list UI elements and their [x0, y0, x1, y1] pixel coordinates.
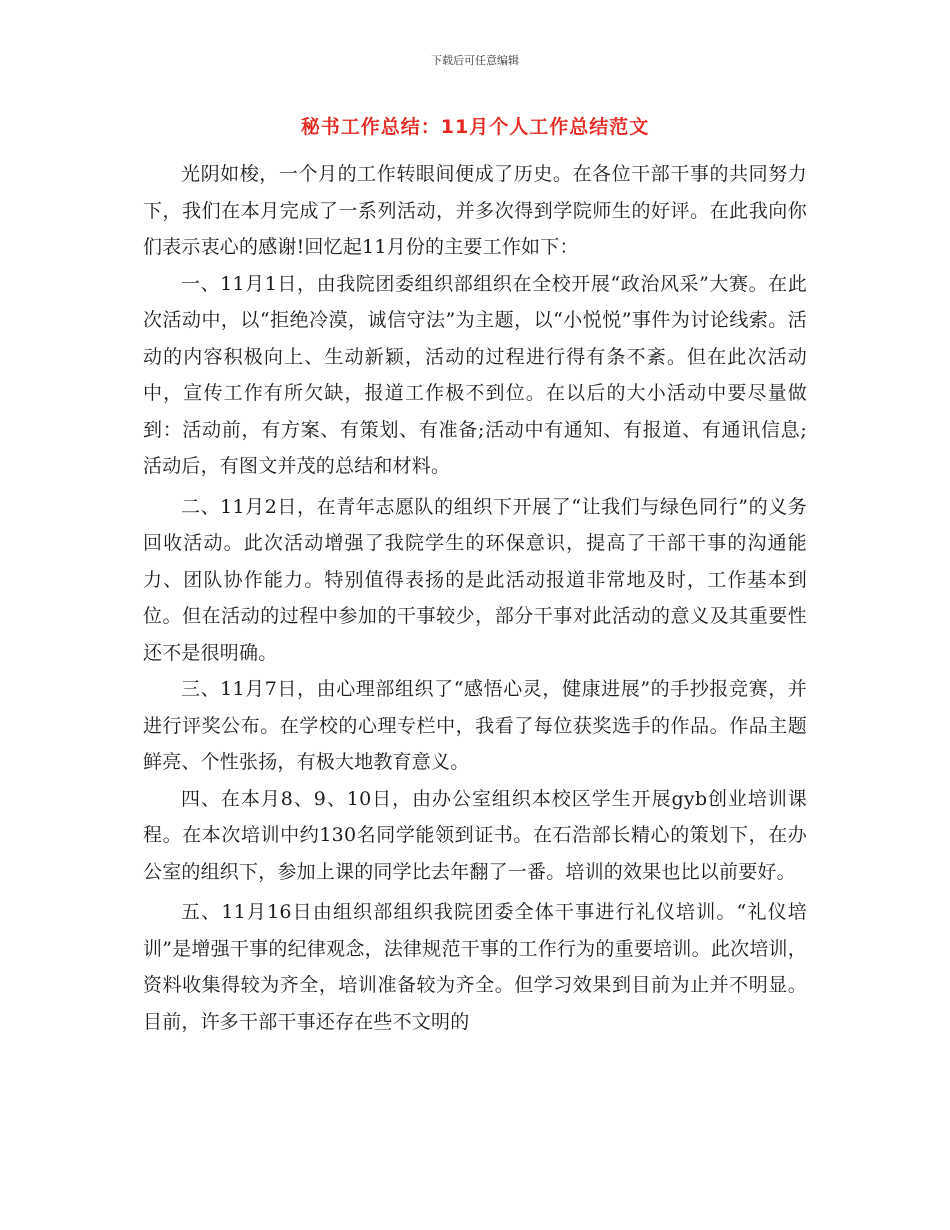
header-note: 下载后可任意编辑: [431, 54, 519, 67]
paragraph-item-4: 四、在本月8、9、10日，由办公室组织本校区学生开展gyb创业培训课程。在本次培训中约130名同学能领到证书。在石浩部长精心的策划下，在办公室的组织下，参加上课的同学比去年翻了一番。培训的效果也比以前要好。: [143, 787, 807, 883]
paragraph-intro: 光阴如梭，一个月的工作转眼间便成了历史。在各位干部干事的共同努力下，我们在本月完成了一系列活动，并多次得到学院师生的好评。在此我向你们表示衷心的感谢!回忆起11月份的主要工作如下：: [143, 163, 807, 258]
paragraph-item-3: 三、11月7日，由心理部组织了“感悟心灵，健康进展”的手抄报竞赛，并进行评奖公布。在学校的心理专栏中，我看了每位获奖选手的作品。作品主题鲜亮、个性张扬，有极大地教育意义。: [143, 678, 807, 773]
document-title: 秘书工作总结：11月个人工作总结范文: [300, 116, 650, 138]
paragraph-item-5: 五、11月16日由组织部组织我院团委全体干事进行礼仪培训。“礼仪培训”是增强干事的纪律观念，法律规范干事的工作行为的重要培训。此次培训，资料收集得较为齐全，培训准备较为齐全。但学习效果到目前为止并不明显。目前，许多干部干事还存在些不文明的: [143, 901, 807, 1033]
paragraph-item-2: 二、11月2日，在青年志愿队的组织下开展了“让我们与绿色同行”的义务回收活动。此次活动增强了我院学生的环保意识，提高了干部干事的沟通能力、团队协作能力。特别值得表扬的是此活动报道非常地及时，工作基本到位。但在活动的过程中参加的干事较少，部分干事对此活动的意义及其重要性还不是很明确。: [143, 495, 807, 664]
paragraph-item-1: 一、11月1日，由我院团委组织部组织在全校开展“政治风采”大赛。在此次活动中，以“拒绝冷漠，诚信守法”为主题，以“小悦悦”事件为讨论线索。活动的内容积极向上、生动新颖，活动的过程进行得有条不紊。但在此次活动中，宣传工作有所欠缺，报道工作极不到位。在以后的大小活动中要尽量做到：活动前，有方案、有策划、有准备;活动中有通知、有报道、有通讯信息;活动后，有图文并茂的总结和材料。: [143, 272, 807, 477]
document-body: [143, 156, 807, 1040]
